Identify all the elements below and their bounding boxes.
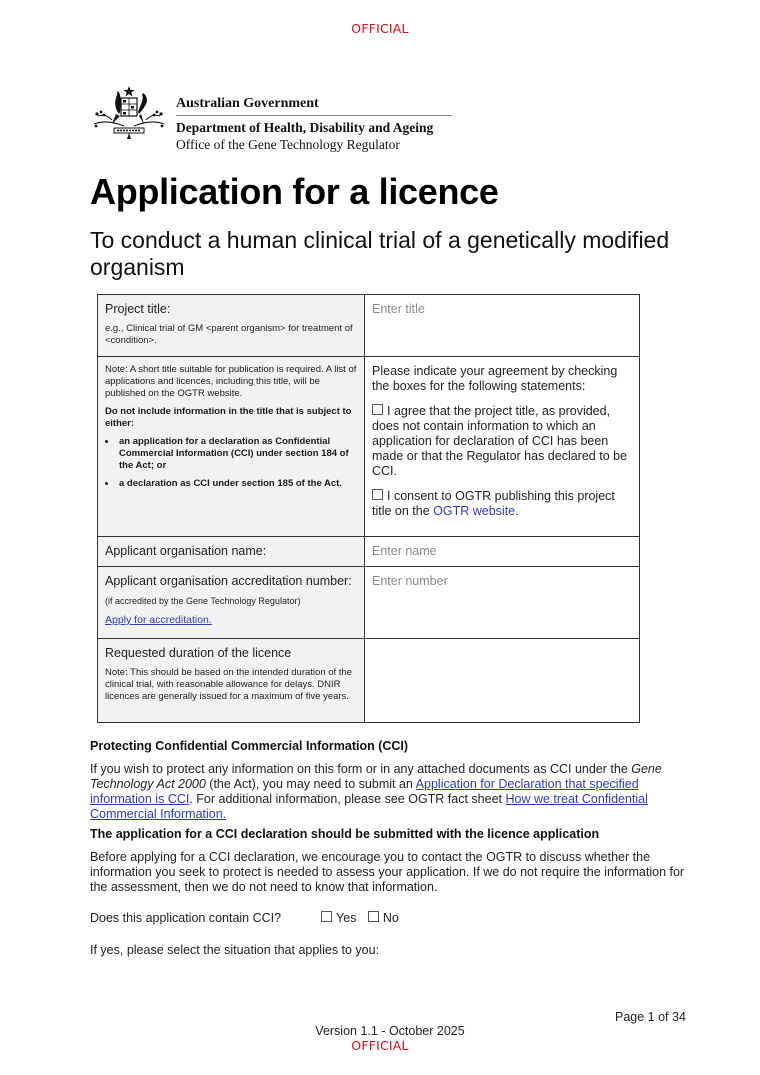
title-cci-warning: Do not include information in the title that is subject to either:	[105, 406, 352, 429]
agreement-statement-1	[372, 404, 632, 479]
project-title-placeholder[interactable]: Enter title	[372, 302, 425, 316]
coat-of-arms-icon	[90, 84, 168, 144]
table-row-duration	[98, 639, 640, 723]
duration-note: Note: This should be based on the intended duration of the clinical trial, with reasonable allowance for delays. DNIR licences are generally issued for a maximum of five years.	[105, 667, 353, 702]
cci-question	[90, 911, 399, 925]
organisation-name-label: Applicant organisation name:	[105, 544, 267, 558]
accreditation-note: (if accredited by the Gene Technology Regulator)	[105, 596, 301, 606]
cci-submission-section	[90, 827, 690, 895]
table-row-project-title	[98, 295, 640, 357]
agreement-statement-2-suffix: .	[515, 504, 519, 518]
ogtr-website-link[interactable]: OGTR website	[433, 504, 516, 518]
title-publication-note: Note: A short title suitable for publication is required. A list of applications and licences, including this title, will be published on the OGTR website.	[105, 364, 357, 399]
cci-no-label: No	[382, 911, 399, 925]
office-name: Office of the Gene Technology Regulator	[176, 137, 400, 152]
cci-declaration-application-link[interactable]: Application for Declaration that specified information is CCI	[90, 777, 639, 806]
table-row-organisation-name	[98, 537, 640, 567]
agree-title-no-cci-checkbox[interactable]	[372, 404, 383, 415]
cci-intro-text: (the Act), you may need to submit an	[205, 777, 416, 791]
agreement-statement-2-text: I consent to OGTR publishing this project title on the	[372, 489, 615, 518]
gene-technology-act-title: Gene Technology Act 2000	[90, 762, 662, 791]
cci-condition-item: • a declaration as CCI under section 185 of the Act.	[117, 478, 357, 490]
accreditation-number-field[interactable]	[365, 567, 640, 639]
cci-intro-text: . For additional information, please see OGTR fact sheet	[189, 792, 506, 806]
page-subtitle: To conduct a human clinical trial of a genetically modified organism	[90, 227, 670, 280]
project-title-field[interactable]	[365, 295, 640, 357]
agreement-statement-1-text: I agree that the project title, as provided, does not contain information to which an application for declaration of CCI has been made or that the Regulator has declared to be CCI.	[372, 404, 628, 478]
table-row-title-agreement	[98, 357, 640, 537]
cci-submission-paragraph: Before applying for a CCI declaration, we encourage you to contact the OGTR to discuss whether the information you seek to protect is needed to assess your application. If we do not require the information for the assessment, then we do not need to know that information.	[90, 850, 685, 894]
table-row-accreditation	[98, 567, 640, 639]
cci-follow-up-prompt: If yes, please select the situation that applies to you:	[90, 943, 380, 957]
organisation-name-placeholder[interactable]: Enter name	[372, 544, 437, 558]
cci-no-option[interactable]	[368, 911, 399, 925]
cci-yes-checkbox[interactable]	[321, 911, 332, 922]
cci-answer-options	[321, 911, 407, 925]
cci-submission-heading: The application for a CCI declaration should be submitted with the licence application	[90, 827, 600, 841]
agreement-statement-2	[372, 489, 632, 519]
organisation-name-label-cell	[98, 537, 365, 567]
organisation-name-field[interactable]	[365, 537, 640, 567]
cci-condition-list	[105, 436, 357, 490]
accreditation-number-placeholder[interactable]: Enter number	[372, 574, 448, 588]
page-title: Application for a licence	[90, 171, 499, 212]
cci-condition-item: • an application for a declaration as Confidential Commercial Information (CCI) under section 184 of the Act; or	[117, 436, 357, 472]
agreement-intro: Please indicate your agreement by checking the boxes for the following statements:	[372, 364, 618, 393]
security-marking-bottom: OFFICIAL	[351, 1038, 409, 1053]
cci-intro-paragraph	[90, 762, 690, 822]
government-name: Australian Government	[176, 96, 452, 116]
cci-heading: Protecting Confidential Commercial Information (CCI)	[90, 739, 409, 753]
cci-intro-text: If you wish to protect any information on this form or in any attached documents as CCI under the	[90, 762, 632, 776]
page-number: Page 1 of 34	[615, 1010, 686, 1024]
department-name: Department of Health, Disability and Ageing	[176, 120, 434, 135]
duration-field[interactable]	[365, 639, 640, 723]
consent-publish-title-checkbox[interactable]	[372, 489, 383, 500]
cci-no-checkbox[interactable]	[368, 911, 379, 922]
project-title-label-cell	[98, 295, 365, 357]
licence-details-table	[97, 294, 640, 723]
cci-section	[90, 739, 690, 822]
accreditation-label-cell	[98, 567, 365, 639]
agreement-cell	[365, 357, 640, 537]
project-title-label: Project title:	[105, 302, 171, 316]
duration-label-cell	[98, 639, 365, 723]
cci-yes-option[interactable]	[321, 911, 356, 925]
document-version: Version 1.1 - October 2025	[315, 1024, 465, 1038]
agency-header	[90, 84, 470, 156]
cci-question-label: Does this application contain CCI?	[90, 911, 282, 925]
title-note-cell	[98, 357, 365, 537]
cci-yes-label: Yes	[336, 911, 357, 925]
security-marking-top: OFFICIAL	[351, 21, 409, 36]
apply-for-accreditation-link[interactable]: Apply for accreditation.	[105, 614, 212, 626]
accreditation-label: Applicant organisation accreditation number:	[105, 574, 352, 588]
duration-label: Requested duration of the licence	[105, 646, 292, 660]
project-title-example: e.g., Clinical trial of GM <parent organism> for treatment of <condition>.	[105, 323, 353, 346]
cci-fact-sheet-link[interactable]: How we treat Confidential Commercial Information.	[90, 792, 648, 821]
